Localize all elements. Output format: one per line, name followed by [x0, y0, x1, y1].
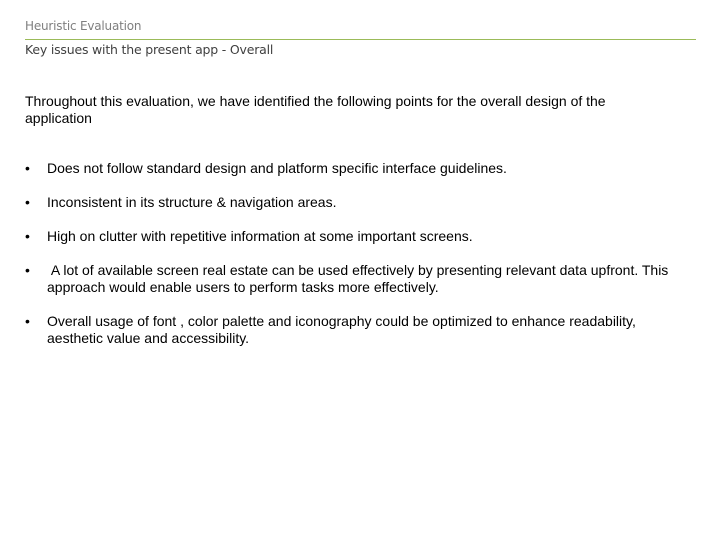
issue-list [25, 160, 685, 364]
list-item [25, 228, 685, 245]
list-item [25, 262, 685, 296]
list-item-text: Inconsistent in its structure & navigation areas. [47, 194, 337, 210]
bullet-marker: • [25, 228, 30, 244]
list-item [25, 313, 685, 347]
header-divider [25, 39, 696, 40]
slide-title: Key issues with the present app - Overall [25, 42, 274, 57]
list-item-text: Overall usage of font , color palette and iconography could be optimized to enhance readability, aesthetic value and accessibility. [47, 313, 636, 346]
bullet-marker: • [25, 313, 30, 329]
list-item-text: A lot of available screen real estate can be used effectively by presenting relevant data upfront. This approach would enable users to perform tasks more effectively. [47, 262, 673, 295]
intro-paragraph: Throughout this evaluation, we have identified the following points for the overall design of the application [25, 93, 606, 126]
list-item [25, 194, 685, 211]
list-item-text: Does not follow standard design and platform specific interface guidelines. [47, 160, 507, 176]
list-item [25, 160, 685, 177]
list-item-text: High on clutter with repetitive information at some important screens. [47, 228, 473, 244]
section-label: Heuristic Evaluation [25, 19, 142, 33]
bullet-marker: • [25, 194, 30, 210]
bullet-marker: • [25, 262, 30, 278]
bullet-marker: • [25, 160, 30, 176]
